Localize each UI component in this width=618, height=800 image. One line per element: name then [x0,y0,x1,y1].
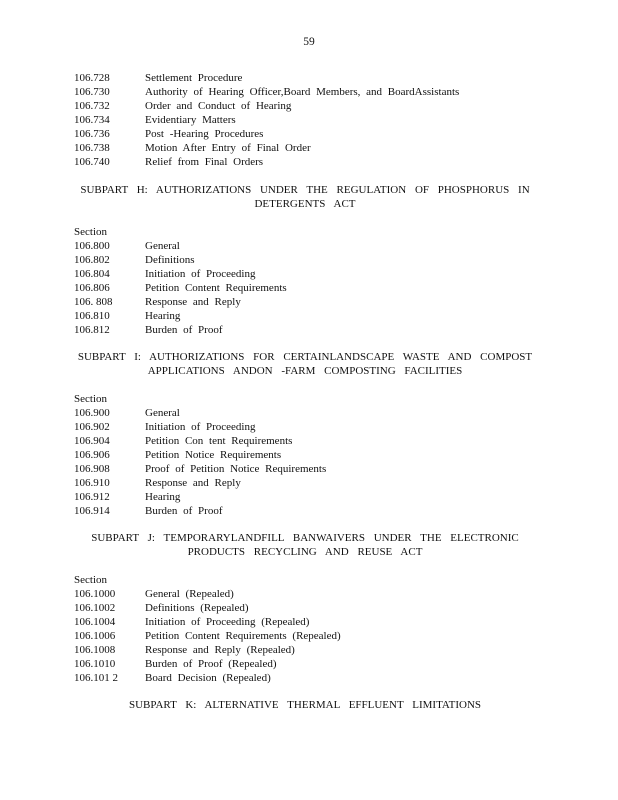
section-title: Petition Notice Requirements [145,449,282,461]
section-title: Burden of Proof [145,324,223,336]
section-title: Petition Con tent Requirements [145,435,293,447]
section-number: 106.730 [74,86,110,98]
section-number: 106.728 [74,72,110,84]
section-title: Burden of Proof (Repealed) [145,658,277,670]
section-title: Evidentiary Matters [145,114,236,126]
section-row [74,434,554,448]
section-label: Section [74,393,107,405]
section-title: Response and Reply [145,477,241,489]
section-row [74,504,554,518]
section-row [74,267,554,281]
section-number: 106.802 [74,254,110,266]
section-number: 106.906 [74,449,110,461]
section-number: 106.101 2 [74,672,118,684]
section-number: 106.912 [74,491,110,503]
section-title: Petition Content Requirements (Repealed) [145,630,341,642]
section-row [74,127,554,141]
section-title: Initiation of Proceeding [145,268,256,280]
section-number: 106.734 [74,114,110,126]
section-title: Motion After Entry of Final Order [145,142,311,154]
section-title: Settlement Procedure [145,72,243,84]
section-row [74,253,554,267]
section-number: 106.738 [74,142,110,154]
section-title: Proof of Petition Notice Requirements [145,463,327,475]
section-row [74,406,554,420]
section-number: 106.1004 [74,616,116,628]
section-number: 106.904 [74,435,110,447]
section-number: 106.1010 [74,658,116,670]
section-row [74,601,554,615]
section-row [74,309,554,323]
section-row [74,281,554,295]
section-title: Response and Reply [145,296,241,308]
section-title: Initiation of Proceeding (Repealed) [145,616,310,628]
section-row [74,141,554,155]
section-title: General [145,407,180,419]
section-row [74,476,554,490]
section-row [74,587,554,601]
section-title: Burden of Proof [145,505,223,517]
section-row [74,239,554,253]
section-row [74,671,554,685]
subpart-i-heading: SUBPART I: AUTHORIZATIONS FOR CERTAINLANDSCAPE WASTE AND COMPOST APPLICATIONS ANDON -FARM COMPOSTING FACILITIES [77,351,533,377]
section-title: Definitions (Repealed) [145,602,249,614]
subpart-j-heading: SUBPART J: TEMPORARYLANDFILL BANWAIVERS UNDER THE ELECTRONIC PRODUCTS RECYCLING AND REUSE ACT [91,532,519,558]
section-row [74,448,554,462]
section-row [74,155,554,169]
section-number: 106.806 [74,282,110,294]
section-number: 106.914 [74,505,110,517]
section-number: 106.910 [74,477,110,489]
section-number: 106.908 [74,463,110,475]
section-title: Relief from Final Orders [145,156,264,168]
section-title: Definitions [145,254,195,266]
section-number: 106.732 [74,100,110,112]
subpart-h-heading: SUBPART H: AUTHORIZATIONS UNDER THE REGULATION OF PHOSPHORUS IN DETERGENTS ACT [80,184,530,210]
section-row [74,99,554,113]
page-number: 59 [303,36,315,48]
section-number: 106.736 [74,128,110,140]
section-number: 106.804 [74,268,110,280]
section-title: Order and Conduct of Hearing [145,100,292,112]
subpart-i-rows [74,406,554,518]
section-title: Petition Content Requirements [145,282,287,294]
section-row [74,615,554,629]
section-title: Response and Reply (Repealed) [145,644,295,656]
subpart-k-heading: SUBPART K: ALTERNATIVE THERMAL EFFLUENT LIMITATIONS [128,699,482,711]
section-label: Section [74,574,107,586]
section-row [74,657,554,671]
section-title: Authority of Hearing Officer,Board Members, and BoardAssistants [145,86,460,98]
section-title: General (Repealed) [145,588,234,600]
section-number: 106.902 [74,421,110,433]
subpart-g-section-list [74,71,554,169]
section-row [74,420,554,434]
section-title: Hearing [145,310,181,322]
section-row [74,462,554,476]
section-title: Initiation of Proceeding [145,421,256,433]
section-title: General [145,240,180,252]
section-number: 106.1000 [74,588,116,600]
section-row [74,629,554,643]
section-number: 106.900 [74,407,110,419]
section-number: 106.1002 [74,602,116,614]
subpart-h-rows [74,239,554,337]
section-row [74,643,554,657]
section-row [74,490,554,504]
section-title: Post -Hearing Procedures [145,128,264,140]
section-row [74,71,554,85]
section-number: 106. 808 [74,296,113,308]
section-row [74,113,554,127]
subpart-i-section-list [74,392,554,518]
section-title: Board Decision (Repealed) [145,672,271,684]
section-label: Section [74,226,107,238]
section-title: Hearing [145,491,181,503]
section-row [74,323,554,337]
section-row [74,295,554,309]
section-number: 106.800 [74,240,110,252]
section-number: 106.810 [74,310,110,322]
subpart-j-rows [74,587,554,685]
section-number: 106.1006 [74,630,116,642]
subpart-h-section-list [74,225,554,337]
section-number: 106.740 [74,156,110,168]
section-number: 106.1008 [74,644,116,656]
subpart-j-section-list [74,573,554,685]
section-row [74,85,554,99]
section-number: 106.812 [74,324,110,336]
